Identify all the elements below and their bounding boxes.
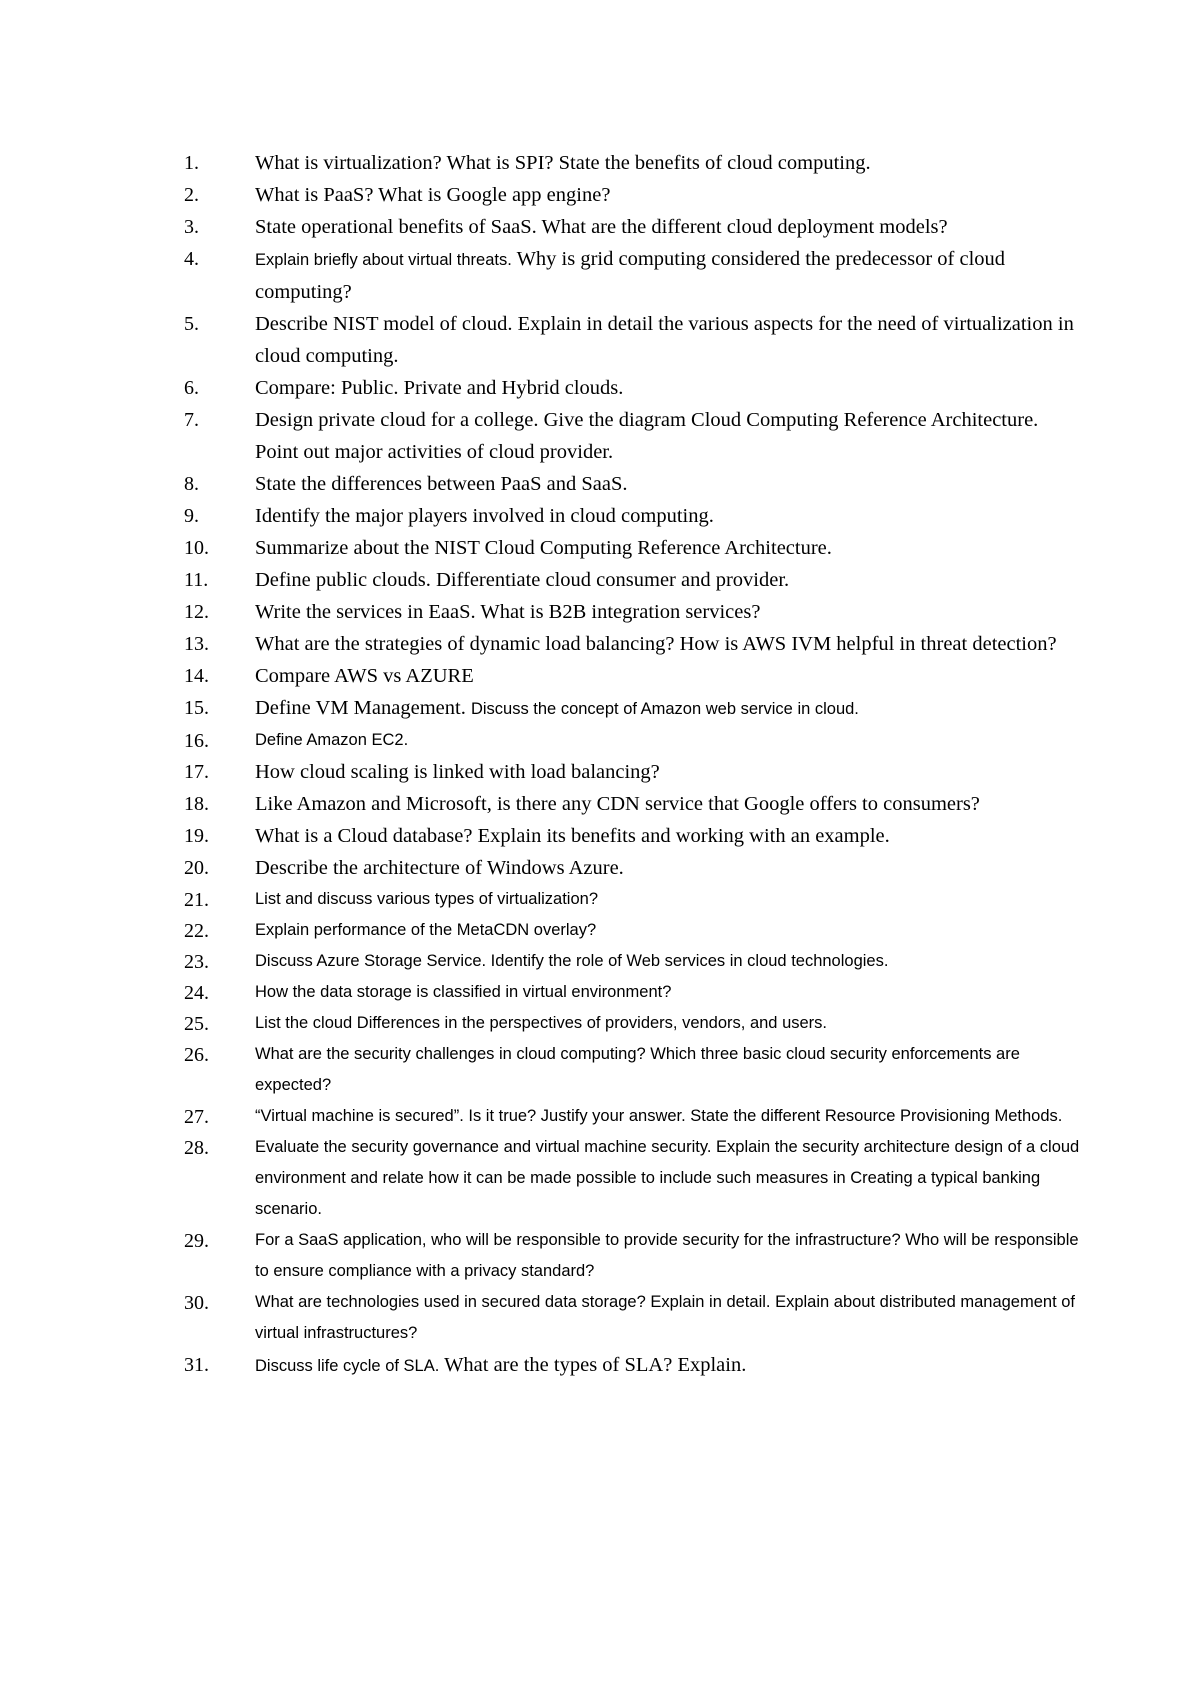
question-number: 24. [184, 982, 209, 1004]
question-number: 7. [184, 409, 199, 431]
question-item [0, 788, 1085, 820]
question-item [0, 1287, 1085, 1349]
question-text [255, 628, 1085, 660]
question-text-segment: “Virtual machine is secured”. Is it true? Justify your answer. State the different Resource Provisioning Methods. [255, 1107, 1063, 1125]
question-item [0, 500, 1085, 532]
question-number: 14. [184, 665, 209, 687]
question-number: 20. [184, 857, 209, 879]
question-number: 17. [184, 761, 209, 783]
question-number: 15. [184, 697, 209, 719]
question-item [0, 179, 1085, 211]
question-item [0, 946, 1085, 977]
question-text [255, 179, 1085, 211]
question-item [0, 1101, 1085, 1132]
question-number: 10. [184, 537, 209, 559]
question-text-segment: State the differences between PaaS and SaaS. [255, 473, 628, 495]
question-text-segment: Explain briefly about virtual threats. [255, 251, 512, 269]
question-text-segment: Define Amazon EC2. [255, 731, 409, 749]
question-text-segment: Describe the architecture of Windows Azure. [255, 857, 624, 879]
question-text [255, 1008, 1085, 1039]
question-text [255, 884, 1085, 915]
question-item [0, 243, 1085, 308]
question-item [0, 1225, 1085, 1287]
question-number: 29. [184, 1230, 209, 1252]
question-text-segment: Discuss the concept of Amazon web service in cloud. [470, 700, 859, 718]
question-item [0, 660, 1085, 692]
question-text [255, 1225, 1085, 1287]
question-text-segment: How cloud scaling is linked with load balancing? [255, 761, 660, 783]
question-text [255, 468, 1085, 500]
question-number: 25. [184, 1013, 209, 1035]
question-text [255, 1132, 1085, 1225]
question-text [255, 596, 1085, 628]
question-item [0, 308, 1085, 372]
question-item [0, 852, 1085, 884]
question-text [255, 977, 1085, 1008]
question-text-segment: Discuss life cycle of SLA. [255, 1357, 440, 1375]
question-text [255, 1287, 1085, 1349]
question-item [0, 404, 1085, 468]
question-text [255, 404, 1085, 468]
question-text-segment: What are technologies used in secured data storage? Explain in detail. Explain about distributed management of virtual infrastructures? [255, 1293, 1076, 1342]
question-text-segment: Evaluate the security governance and virtual machine security. Explain the security architecture design of a cloud environment and relate how it can be made possible to include such measures in Creating a typical banking scenario. [255, 1138, 1080, 1218]
question-text-segment: How the data storage is classified in virtual environment? [255, 983, 672, 1001]
question-text-segment: What are the strategies of dynamic load balancing? How is AWS IVM helpful in threat detection? [255, 633, 1057, 655]
question-number: 4. [184, 248, 199, 270]
question-text-segment: Design private cloud for a college. Give the diagram Cloud Computing Reference Architecture. Point out major activities of cloud provider. [255, 409, 1039, 463]
question-text [255, 308, 1085, 372]
question-item [0, 1008, 1085, 1039]
question-text-segment: Why is grid computing considered the predecessor of cloud computing? [255, 248, 1006, 303]
question-number: 16. [184, 730, 209, 752]
question-item [0, 596, 1085, 628]
question-text-segment: What is a Cloud database? Explain its benefits and working with an example. [255, 825, 890, 847]
question-item [0, 756, 1085, 788]
question-text [255, 532, 1085, 564]
question-text-segment: List and discuss various types of virtualization? [255, 890, 599, 908]
question-number: 9. [184, 505, 199, 527]
question-text [255, 756, 1085, 788]
question-text [255, 564, 1085, 596]
question-text [255, 946, 1085, 977]
question-number: 21. [184, 889, 209, 911]
question-text-segment: Define public clouds. Differentiate cloud consumer and provider. [255, 569, 790, 591]
question-item [0, 820, 1085, 852]
question-item [0, 884, 1085, 915]
question-text-segment: Summarize about the NIST Cloud Computing Reference Architecture. [255, 537, 832, 559]
question-text [255, 243, 1085, 308]
question-item [0, 915, 1085, 946]
question-number: 18. [184, 793, 209, 815]
question-text-segment: What is PaaS? What is Google app engine? [255, 184, 611, 206]
question-text-segment: For a SaaS application, who will be responsible to provide security for the infrastructure? Who will be responsible to ensure compliance with a privacy standard? [255, 1231, 1079, 1280]
question-text [255, 1039, 1085, 1101]
question-text [255, 372, 1085, 404]
question-number: 3. [184, 216, 199, 238]
question-item [0, 372, 1085, 404]
question-text [255, 660, 1085, 692]
question-number: 23. [184, 951, 209, 973]
question-item [0, 1039, 1085, 1101]
question-number: 11. [184, 569, 209, 591]
question-text [255, 1349, 1085, 1382]
question-item [0, 977, 1085, 1008]
question-text [255, 692, 1085, 725]
question-number: 30. [184, 1292, 209, 1314]
question-number: 13. [184, 633, 209, 655]
question-number: 19. [184, 825, 209, 847]
question-number: 5. [184, 313, 199, 335]
question-number: 12. [184, 601, 209, 623]
question-number: 31. [184, 1354, 209, 1376]
question-text-segment: Define VM Management. [255, 697, 471, 719]
question-text-segment: Explain performance of the MetaCDN overlay? [255, 921, 597, 939]
question-item [0, 725, 1085, 756]
question-item [0, 564, 1085, 596]
question-text-segment: Write the services in EaaS. What is B2B integration services? [255, 601, 761, 623]
question-text [255, 147, 1085, 179]
question-number: 1. [184, 152, 199, 174]
question-item [0, 1132, 1085, 1225]
question-item [0, 532, 1085, 564]
question-item [0, 211, 1085, 243]
question-number: 22. [184, 920, 209, 942]
question-number: 2. [184, 184, 199, 206]
question-text-segment: What are the types of SLA? Explain. [439, 1354, 747, 1376]
question-text [255, 820, 1085, 852]
question-text [255, 1101, 1085, 1132]
question-item [0, 468, 1085, 500]
question-text-segment: Like Amazon and Microsoft, is there any CDN service that Google offers to consumers? [255, 793, 980, 815]
question-text [255, 211, 1085, 243]
question-text [255, 725, 1085, 756]
question-text-segment: What are the security challenges in cloud computing? Which three basic cloud security enforcements are expected? [255, 1045, 1020, 1094]
question-text-segment: Compare: Public. Private and Hybrid clouds. [255, 377, 624, 399]
question-number: 6. [184, 377, 199, 399]
question-text [255, 852, 1085, 884]
question-number: 26. [184, 1044, 209, 1066]
question-text-segment: Describe NIST model of cloud. Explain in detail the various aspects for the need of virtualization in cloud computing. [255, 313, 1074, 367]
question-number: 27. [184, 1106, 209, 1128]
question-item [0, 692, 1085, 725]
question-number: 28. [184, 1137, 209, 1159]
question-text-segment: Identify the major players involved in cloud computing. [255, 505, 714, 527]
question-text [255, 500, 1085, 532]
question-number: 8. [184, 473, 199, 495]
question-text-segment: State operational benefits of SaaS. What are the different cloud deployment models? [255, 216, 948, 238]
question-list [0, 147, 1200, 1382]
question-item [0, 147, 1085, 179]
question-text [255, 915, 1085, 946]
question-text-segment: Discuss Azure Storage Service. Identify the role of Web services in cloud technologies. [255, 952, 889, 970]
question-text-segment: List the cloud Differences in the perspectives of providers, vendors, and users. [255, 1014, 827, 1032]
question-text [255, 788, 1085, 820]
question-item [0, 1349, 1085, 1382]
question-text-segment: Compare AWS vs AZURE [255, 665, 474, 687]
question-item [0, 628, 1085, 660]
question-text-segment: What is virtualization? What is SPI? State the benefits of cloud computing. [255, 152, 871, 174]
